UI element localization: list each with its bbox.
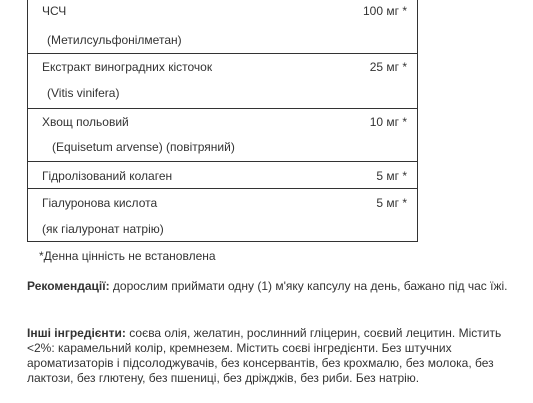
table-row: [27, 0, 418, 54]
ingredient-amount: 10 мг *: [369, 115, 407, 129]
ingredient-name: Гіалуронова кислота: [42, 196, 158, 210]
ingredient-name: Екстракт виноградних кісточок: [42, 60, 213, 74]
recommendations-label: Рекомендації:: [27, 279, 110, 293]
ingredient-amount: 100 мг *: [363, 4, 407, 18]
table-row: [27, 53, 418, 109]
ingredient-subname: (Equisetum arvense) (повітряний): [52, 140, 235, 154]
supplement-facts-table: [27, 0, 418, 270]
ingredient-name: Хвощ польовий: [42, 115, 129, 129]
other-ingredients-text: соєва олія, желатин, рослинний гліцерин, соєвий лецитин. Містить <2%: карамельний колір, кремнезем. Містить соєві інгредієнти. Без штучних ароматизаторів і підсолоджувачів, без консервантів, без крохмалю, без молока, без лактози, без глютену, без пшениці, без дріжджів, без риби. Без натрію.: [27, 326, 502, 385]
ingredient-subname: (як гіалуронат натрію): [42, 222, 164, 236]
ingredient-subname: (Vitis vinifera): [47, 86, 120, 100]
daily-value-footnote: *Денна цінність не встановлена: [39, 249, 216, 263]
ingredient-subname: (Метилсульфонілметан): [47, 33, 182, 47]
table-row: [27, 162, 418, 189]
ingredient-name: Гідролізований колаген: [42, 169, 173, 183]
other-ingredients-label: Інші інгредієнти:: [27, 326, 126, 340]
ingredient-amount: 25 мг *: [369, 60, 407, 74]
table-row: [27, 108, 418, 162]
recommendations-text: дорослим приймати одну (1) м'яку капсулу на день, бажано під час їжі.: [109, 279, 508, 293]
table-row: [27, 189, 418, 242]
ingredient-name: ЧСЧ: [42, 4, 67, 18]
ingredient-amount: 5 мг *: [376, 169, 407, 183]
recommendations-paragraph: [27, 279, 513, 294]
other-ingredients-paragraph: [27, 326, 513, 386]
ingredient-amount: 5 мг *: [376, 196, 407, 210]
